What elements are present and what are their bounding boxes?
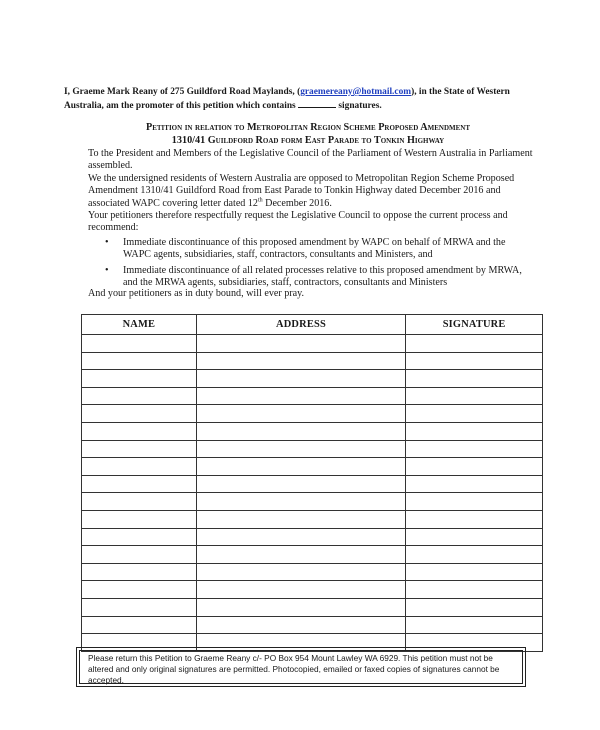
name-cell[interactable] — [82, 634, 197, 652]
table-row — [82, 440, 543, 458]
petition-title-line-2: 1310/41 Guildford Road form East Parade to Tonkin Highway — [171, 134, 445, 146]
signature-cell[interactable] — [406, 458, 543, 476]
return-instructions-box — [79, 650, 523, 684]
list-item-text: Immediate discontinuance of this proposed amendment by WAPC on behalf of MRWA and the WAPC agents, subsidiaries, staff, contractors, consultants and Ministers, and — [123, 237, 506, 261]
table-row — [82, 405, 543, 423]
petition-addressee: To the President and Members of the Legislative Council of the Parliament of Western Australia in Parliament assembled. — [88, 148, 533, 172]
address-cell[interactable] — [196, 616, 405, 634]
ordinal-suffix: th — [257, 197, 263, 204]
opposition-text: We the undersigned residents of Western Australia are opposed to Metropolitan Region Scheme Proposed Amendment 1310/41 Guildford Road from East Parade to Tonkin Highway dated December 2016 and associated WAPC covering letter dated 12 — [88, 173, 515, 209]
column-header-name: NAME — [82, 315, 197, 335]
promoter-statement — [64, 86, 534, 112]
signature-cell[interactable] — [406, 528, 543, 546]
signature-cell[interactable] — [406, 546, 543, 564]
signature-cell[interactable] — [406, 405, 543, 423]
signature-cell[interactable] — [406, 634, 543, 652]
address-cell[interactable] — [196, 387, 405, 405]
name-cell[interactable] — [82, 546, 197, 564]
recommendation-list — [88, 237, 534, 293]
address-cell[interactable] — [196, 546, 405, 564]
table-header-row — [82, 315, 543, 335]
table-row — [82, 493, 543, 511]
column-header-signature: SIGNATURE — [406, 315, 543, 335]
address-cell[interactable] — [196, 352, 405, 370]
address-cell[interactable] — [196, 458, 405, 476]
signature-cell[interactable] — [406, 370, 543, 388]
address-cell[interactable] — [196, 563, 405, 581]
petition-title — [64, 122, 552, 147]
name-cell[interactable] — [82, 475, 197, 493]
name-cell[interactable] — [82, 405, 197, 423]
opposition-text-end: December 2016. — [262, 197, 332, 209]
signature-cell[interactable] — [406, 581, 543, 599]
name-cell[interactable] — [82, 493, 197, 511]
name-cell[interactable] — [82, 352, 197, 370]
table-row — [82, 335, 543, 353]
name-cell[interactable] — [82, 616, 197, 634]
address-cell[interactable] — [196, 440, 405, 458]
signature-cell[interactable] — [406, 563, 543, 581]
name-cell[interactable] — [82, 528, 197, 546]
column-header-address: ADDRESS — [196, 315, 405, 335]
petition-opposition-statement — [88, 173, 534, 210]
signature-cell[interactable] — [406, 422, 543, 440]
table-row — [82, 387, 543, 405]
address-cell[interactable] — [196, 405, 405, 423]
list-item — [88, 237, 534, 262]
address-cell[interactable] — [196, 510, 405, 528]
promoter-text-middle: ), in the State of Western Australia, am the promoter of this petition which contains — [64, 87, 510, 111]
signature-rows — [82, 335, 543, 652]
table-row — [82, 510, 543, 528]
table-row — [82, 422, 543, 440]
signature-cell[interactable] — [406, 335, 543, 353]
signature-cell[interactable] — [406, 598, 543, 616]
name-cell[interactable] — [82, 510, 197, 528]
table-row — [82, 598, 543, 616]
name-cell[interactable] — [82, 335, 197, 353]
name-cell[interactable] — [82, 458, 197, 476]
name-cell[interactable] — [82, 440, 197, 458]
name-cell[interactable] — [82, 581, 197, 599]
table-row — [82, 634, 543, 652]
table-row — [82, 616, 543, 634]
bullet-icon: • — [105, 264, 109, 276]
address-cell[interactable] — [196, 581, 405, 599]
bullet-icon: • — [105, 237, 109, 248]
address-cell[interactable] — [196, 475, 405, 493]
signature-cell[interactable] — [406, 475, 543, 493]
address-cell[interactable] — [196, 493, 405, 511]
address-cell[interactable] — [196, 598, 405, 616]
petition-closing: And your petitioners as in duty bound, will ever pray. — [88, 288, 305, 299]
signature-table — [81, 314, 543, 652]
signature-cell[interactable] — [406, 440, 543, 458]
address-cell[interactable] — [196, 335, 405, 353]
table-row — [82, 546, 543, 564]
name-cell[interactable] — [82, 563, 197, 581]
table-row — [82, 458, 543, 476]
signature-count-blank — [298, 99, 336, 108]
name-cell[interactable] — [82, 370, 197, 388]
address-cell[interactable] — [196, 422, 405, 440]
petition-request: Your petitioners therefore respectfully request the Legislative Council to oppose the current process and recommend: — [88, 210, 508, 234]
table-row — [82, 475, 543, 493]
promoter-text-end: signatures. — [336, 100, 382, 111]
name-cell[interactable] — [82, 422, 197, 440]
list-item-text: Immediate discontinuance of all related processes relative to this proposed amendment by MRWA, and the MRWA agents, subsidiaries, staff, contractors, consultants and Ministers — [123, 264, 522, 289]
address-cell[interactable] — [196, 528, 405, 546]
address-cell[interactable] — [196, 634, 405, 652]
promoter-text-start: I, Graeme Mark Reany of 275 Guildford Road Maylands, ( — [64, 87, 301, 97]
signature-cell[interactable] — [406, 493, 543, 511]
table-row — [82, 528, 543, 546]
signature-cell[interactable] — [406, 510, 543, 528]
name-cell[interactable] — [82, 387, 197, 405]
address-cell[interactable] — [196, 370, 405, 388]
return-instructions-text: Please return this Petition to Graeme Reany c/- PO Box 954 Mount Lawley WA 6929. This petition must not be altered and only original signatures are permitted. Photocopied, emailed or faxed copies of signatures cannot be accepted. — [88, 653, 500, 685]
signature-cell[interactable] — [406, 616, 543, 634]
table-row — [82, 370, 543, 388]
signature-cell[interactable] — [406, 387, 543, 405]
table-row — [82, 563, 543, 581]
promoter-email-link[interactable]: graemereany@hotmail.com — [300, 87, 412, 97]
signature-cell[interactable] — [406, 352, 543, 370]
table-row — [82, 352, 543, 370]
list-item — [88, 265, 534, 290]
name-cell[interactable] — [82, 598, 197, 616]
petition-title-line-1: Petition in relation to Metropolitan Region Scheme Proposed Amendment — [145, 122, 470, 133]
table-row — [82, 581, 543, 599]
